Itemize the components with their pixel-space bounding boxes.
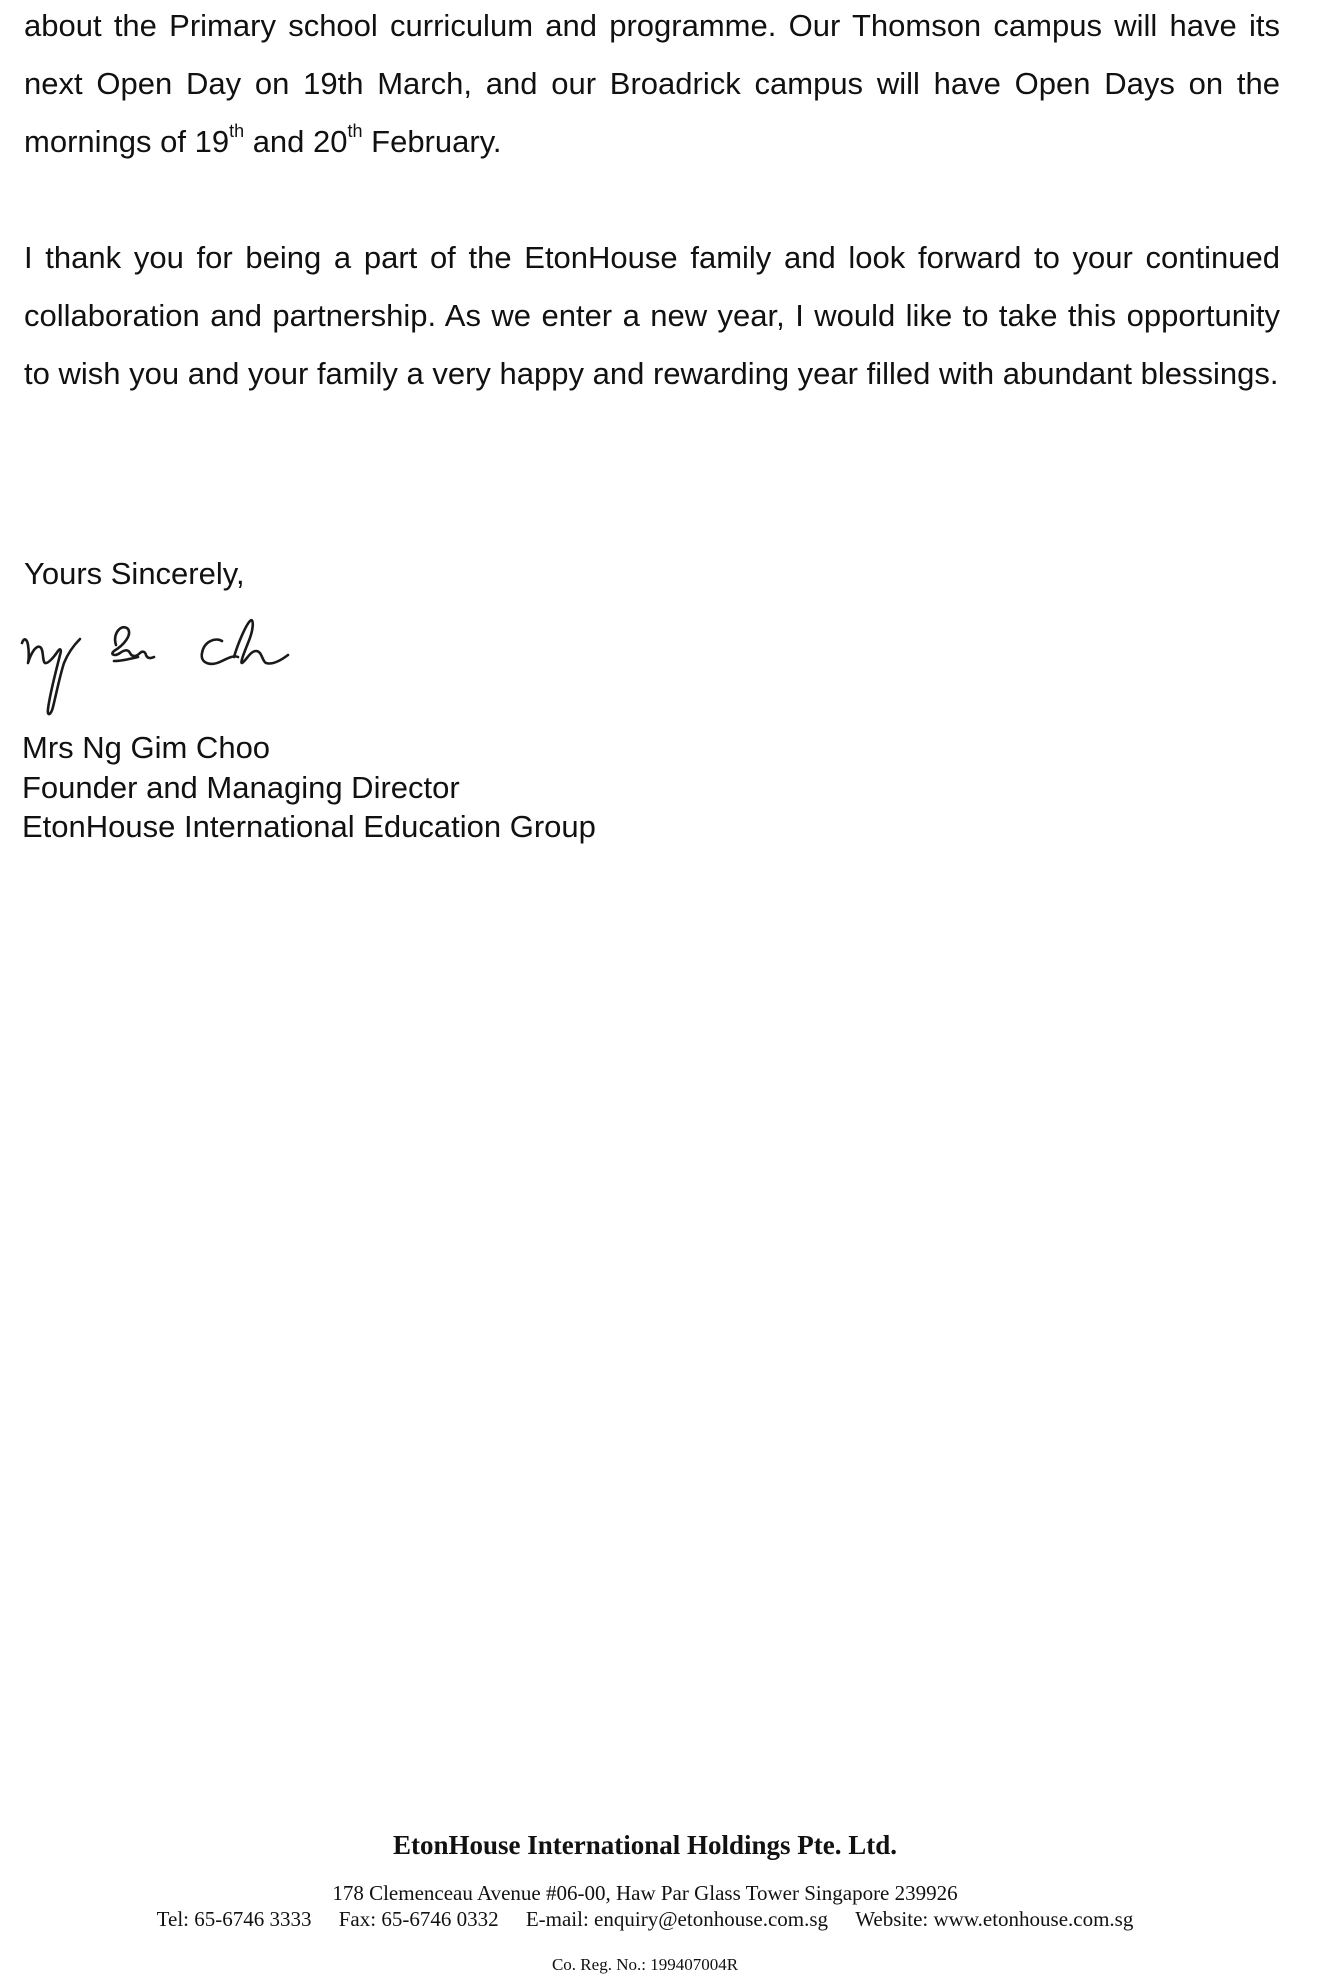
date-2-suffix: th bbox=[347, 120, 363, 141]
open-day-intro: about the Primary school curriculum and programme. Our Thomson campus will have its next Open Day on 19th March, and our Broadrick campus will have Open Days on the mornings of bbox=[24, 8, 1280, 159]
date-1-day: 19 bbox=[194, 124, 230, 159]
signer-organization: EtonHouse International Education Group bbox=[22, 809, 596, 844]
footer-email: E-mail: enquiry@etonhouse.com.sg bbox=[525, 1907, 829, 1931]
signer-title: Founder and Managing Director bbox=[22, 769, 460, 805]
date-1-suffix: th bbox=[229, 120, 245, 141]
date-2-day: 20 bbox=[313, 124, 348, 159]
thank-you-paragraph: I thank you for being a part of the EtonHouse family and look forward to your continued collaboration and partnership. As we enter a new year, I would like to take this opportunity to wish you and your family a very happy and rewarding year filled with abundant blessings. bbox=[24, 240, 1280, 391]
handwritten-signature bbox=[18, 615, 338, 735]
footer-address: 178 Clemenceau Avenue #06-00, Haw Par Glass Tower Singapore 239926 bbox=[332, 1881, 958, 1905]
footer-website: Website: www.etonhouse.com.sg bbox=[855, 1907, 1134, 1931]
footer-company-name: EtonHouse International Holdings Pte. Ltd. bbox=[392, 1830, 898, 1860]
date-connector: and bbox=[244, 124, 314, 159]
signer-block bbox=[22, 728, 596, 847]
footer-contacts bbox=[0, 1906, 1290, 1932]
open-day-ending: February. bbox=[362, 124, 502, 159]
open-day-paragraph bbox=[24, 0, 1280, 171]
footer-tel: Tel: 65-6746 3333 bbox=[156, 1907, 312, 1931]
footer-registration: Co. Reg. No.: 199407004R bbox=[551, 1955, 739, 1974]
footer-fax: Fax: 65-6746 0332 bbox=[338, 1907, 499, 1931]
closing-salutation: Yours Sincerely, bbox=[24, 556, 245, 591]
signer-name: Mrs Ng Gim Choo bbox=[22, 730, 271, 765]
